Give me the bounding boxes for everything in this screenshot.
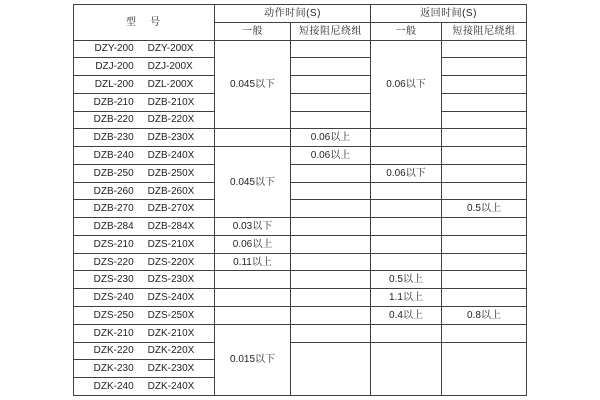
action-damping-cell [291,307,371,325]
header-row-groups [74,5,527,23]
model-primary: DZL-200 [94,78,134,90]
action-damping-cell [291,218,371,236]
return-damping-cell [442,218,527,236]
action-damping-cell [291,58,371,76]
model-primary: DZK-210 [93,327,134,339]
return-damping-cell [442,111,527,129]
model-variant: DZB-250X [147,167,195,179]
return-damping-cell [442,289,527,307]
action-damping-cell [291,342,371,395]
return-general-cell: 0.06以下 [371,40,442,129]
table-row [74,342,527,360]
table-row [74,182,527,200]
return-general-cell [371,253,442,271]
model-variant: DZB-240X [147,150,195,161]
action-general-cell: 0.06以上 [215,235,291,253]
model-cell [74,129,215,147]
model-cell [74,324,215,342]
action-damping-cell [291,253,371,271]
action-damping-cell: 0.06以上 [291,129,371,147]
model-variant: DZB-230X [147,132,195,144]
model-primary: DZK-240 [93,381,134,393]
model-primary: DZB-270 [93,203,134,215]
return-general-cell [371,182,442,200]
action-damping-cell [291,76,371,94]
model-cell [74,360,215,378]
model-primary: DZY-200 [94,43,134,55]
action-general-header: 一般 [215,22,291,40]
model-variant: DZS-240X [147,292,195,304]
return-damping-cell [442,271,527,289]
model-variant: DZL-200X [147,78,194,90]
model-variant: DZS-210X [147,238,195,250]
return-time-group-header: 返回时间(S) [371,5,527,23]
return-damping-cell [442,76,527,94]
model-cell [74,58,215,76]
return-general-cell: 0.06以下 [371,164,442,182]
model-cell [74,40,215,58]
return-damping-cell [442,182,527,200]
return-general-cell [371,129,442,147]
model-primary: DZB-250 [93,167,134,179]
return-damping-cell [442,93,527,111]
action-damping-cell [291,200,371,218]
model-variant: DZS-220X [147,256,195,268]
action-general-cell [215,271,291,289]
action-damping-cell [291,182,371,200]
return-damping-cell [442,164,527,182]
model-primary: DZB-240 [93,150,134,161]
return-damping-cell [442,58,527,76]
model-primary: DZS-250 [93,309,134,321]
table-row [74,76,527,94]
model-cell [74,200,215,218]
table-row [74,289,527,307]
model-column-header: 型 号 [74,5,215,41]
action-general-cell [215,289,291,307]
action-general-cell [215,307,291,325]
action-general-cell: 0.045以下 [215,147,291,218]
model-variant: DZK-240X [147,381,195,393]
action-damping-cell [291,324,371,342]
model-primary: DZK-220 [93,345,134,357]
return-damping-cell: 0.5以上 [442,200,527,218]
return-general-cell [371,200,442,218]
model-variant: DZK-210X [147,327,195,339]
model-cell [74,182,215,200]
action-damping-cell [291,271,371,289]
table-row [74,218,527,236]
return-damping-cell [442,129,527,147]
table-row [74,235,527,253]
model-variant: DZS-230X [147,274,195,286]
action-general-cell: 0.03以下 [215,218,291,236]
action-damping-header: 短接阻尼绕组 [291,22,371,40]
model-variant: DZB-210X [147,96,195,108]
model-primary: DZB-260 [93,185,134,197]
model-cell [74,147,215,165]
model-variant: DZJ-200X [147,61,193,73]
model-primary: DZB-220 [93,114,134,126]
model-cell [74,111,215,129]
model-primary: DZB-284 [93,221,134,233]
table-row [74,271,527,289]
action-general-cell: 0.045以下 [215,40,291,129]
action-time-group-header: 动作时间(S) [215,5,371,23]
table-row [74,324,527,342]
table-row [74,147,527,165]
table-row [74,40,527,58]
model-variant: DZB-260X [147,185,195,197]
table-row [74,129,527,147]
action-damping-cell [291,40,371,58]
return-damping-cell [442,324,527,342]
model-primary: DZK-230 [93,363,134,375]
return-general-cell: 0.5以上 [371,271,442,289]
model-cell [74,253,215,271]
action-damping-cell [291,111,371,129]
table-row [74,58,527,76]
action-damping-cell [291,164,371,182]
table-row [74,307,527,325]
model-cell [74,93,215,111]
model-cell [74,342,215,360]
return-general-cell [371,147,442,165]
return-damping-cell: 0.8以上 [442,307,527,325]
model-variant: DZK-230X [147,363,195,375]
action-damping-cell [291,289,371,307]
model-cell [74,218,215,236]
return-damping-cell [442,253,527,271]
model-variant: DZB-284X [147,221,195,233]
action-damping-cell [291,235,371,253]
model-cell [74,76,215,94]
action-general-cell: 0.11以上 [215,253,291,271]
return-damping-cell [442,342,527,395]
action-general-cell [215,129,291,147]
model-variant: DZS-250X [147,309,195,321]
model-cell [74,307,215,325]
model-primary: DZB-230 [93,132,134,144]
model-variant: DZB-270X [147,203,195,215]
return-damping-cell [442,235,527,253]
action-damping-cell: 0.06以上 [291,147,371,165]
table-row [74,200,527,218]
model-cell [74,289,215,307]
model-cell [74,271,215,289]
return-damping-cell [442,147,527,165]
return-general-cell: 0.4以上 [371,307,442,325]
return-general-cell [371,218,442,236]
return-general-cell [371,235,442,253]
return-damping-header: 短接阻尼绕组 [442,22,527,40]
model-variant: DZB-220X [147,114,195,126]
table-row [74,253,527,271]
model-primary: DZS-210 [93,238,134,250]
model-primary: DZB-210 [93,96,134,108]
return-general-cell [371,342,442,395]
return-general-cell [371,324,442,342]
model-cell [74,378,215,396]
table-row [74,93,527,111]
model-variant: DZY-200X [147,43,194,55]
return-general-cell: 1.1以上 [371,289,442,307]
spec-table-container [73,4,527,396]
action-general-cell: 0.015以下 [215,324,291,395]
table-row [74,164,527,182]
model-primary: DZJ-200 [95,61,134,73]
return-general-header: 一般 [371,22,442,40]
model-primary: DZS-240 [93,292,134,304]
return-damping-cell [442,40,527,58]
action-damping-cell [291,93,371,111]
model-primary: DZS-220 [93,256,134,268]
model-variant: DZK-220X [147,345,195,357]
model-primary: DZS-230 [93,274,134,286]
spec-table [73,4,527,396]
model-cell [74,164,215,182]
model-cell [74,235,215,253]
table-row [74,111,527,129]
